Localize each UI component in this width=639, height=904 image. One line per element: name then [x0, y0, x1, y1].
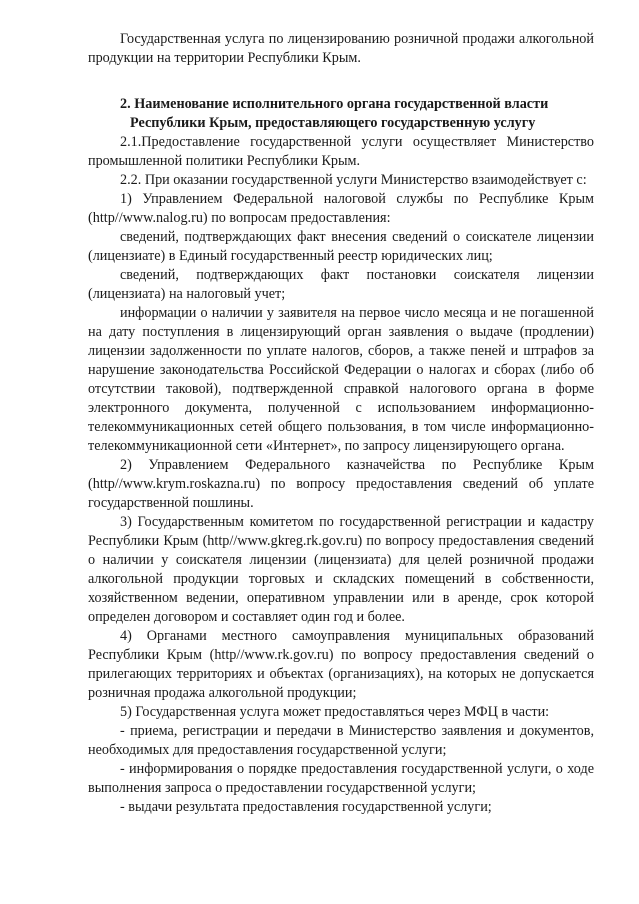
section-title-line1: Наименование исполнительного органа государственной власти: [134, 96, 549, 112]
paragraph-fns-tax-registration: сведений, подтверждающих факт постановки соискателя лицензии (лицензиата) на налоговый учет;: [88, 267, 594, 302]
paragraph-fns-egrul: сведений, подтверждающих факт внесения сведений о соискателе лицензии (лицензиате) в Единый государственный реестр юридических лиц;: [88, 229, 594, 264]
intro-paragraph: Государственная услуга по лицензированию розничной продажи алкогольной продукции на территории Республики Крым.: [88, 31, 594, 66]
paragraph-mfc-informing: - информирования о порядке предоставления государственной услуги, о ходе выполнения запроса о предоставлении государственной услуги;: [88, 761, 594, 796]
section-title-line2: Республики Крым, предоставляющего государственную услугу: [130, 115, 536, 131]
paragraph-2-2: 2.2. При оказании государственной услуги Министерство взаимодействует с:: [120, 172, 587, 188]
section-heading: [88, 95, 594, 133]
paragraph-local-government: 4) Органами местного самоуправления муниципальных образований Республики Крым (http//www.rk.gov.ru) по вопросу предоставления сведений о прилегающих территориях и объектах (организациях), на которых не допускается розничная продажа алкогольной продукции;: [88, 628, 594, 701]
paragraph-mfc: 5) Государственная услуга может предоставляться через МФЦ в части:: [120, 704, 550, 720]
paragraph-mfc-result: - выдачи результата предоставления государственной услуги;: [120, 799, 492, 815]
paragraph-2-1: 2.1.Предоставление государственной услуги осуществляет Министерство промышленной политики Республики Крым.: [88, 134, 594, 169]
paragraph-fns-debt-info: информации о наличии у заявителя на первое число месяца и не погашенной на дату поступления в лицензирующий орган заявления о выдаче (продлении) лицензии задолженности по уплате налогов, сборов, а также пеней и штрафов за нарушение законодательства Российской Федерации о налогах и сборах (либо об отсутствии таковой), подтвержденной справкой налогового органа в форме электронного документа, полученной с использованием информационно-телекоммуникационных сетей общего пользования, в том числе информационно-телекоммуникационной сети «Интернет», по запросу лицензирующего органа.: [88, 305, 594, 454]
paragraph-treasury: 2) Управлением Федерального казначейства по Республике Крым (http//www.krym.roskazna.ru) по вопросу предоставления сведений об уплате государственной пошлины.: [88, 457, 594, 511]
section-number: 2.: [120, 96, 131, 112]
document-body: [88, 0, 594, 817]
paragraph-fns: 1) Управлением Федеральной налоговой службы по Республике Крым (http//www.nalog.ru) по вопросам предоставления:: [88, 191, 594, 226]
paragraph-registry-committee: 3) Государственным комитетом по государственной регистрации и кадастру Республики Крым (http//www.gkreg.rk.gov.ru) по вопросу предоставления сведений о наличии у соискателя лицензии (лицензиата) для целей розничной продажи алкогольной продукции торговых и складских помещений в собственности, хозяйственном ведении, оперативном управлении или в аренде, срок которой определен договором и составляет один год и более.: [88, 514, 594, 625]
paragraph-mfc-reception: - приема, регистрации и передачи в Министерство заявления и документов, необходимых для предоставления государственной услуги;: [88, 723, 594, 758]
